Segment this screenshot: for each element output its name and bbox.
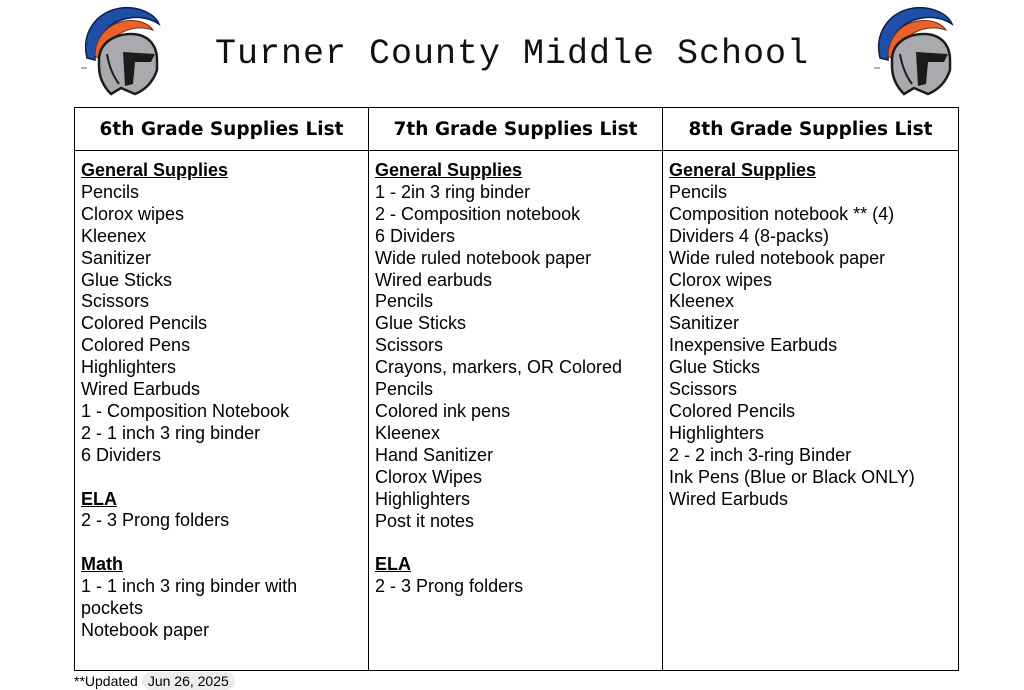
supply-item: 2 - 2 inch 3-ring Binder bbox=[669, 444, 852, 465]
section-general-supplies bbox=[669, 160, 952, 511]
section-heading: ELA bbox=[375, 554, 411, 575]
supply-item: Glue Sticks bbox=[669, 357, 761, 378]
section-heading: General Supplies bbox=[81, 160, 229, 180]
supply-item: Wired Earbuds bbox=[81, 379, 201, 400]
supply-item: Kleenex bbox=[375, 422, 441, 443]
column-cell-6th-grade bbox=[75, 151, 369, 671]
section-heading: ELA bbox=[81, 488, 117, 509]
supply-item: Wired earbuds bbox=[375, 269, 493, 290]
supply-item: Clorox wipes bbox=[669, 269, 773, 290]
supply-item: Composition notebook ** (4) bbox=[669, 203, 895, 224]
supply-item: Dividers 4 (8-packs) bbox=[669, 225, 830, 246]
supply-item: Highlighters bbox=[669, 422, 765, 443]
supply-item: Pencils bbox=[375, 291, 434, 312]
supply-item: Clorox wipes bbox=[81, 203, 185, 224]
supply-item: Ink Pens (Blue or Black ONLY) bbox=[669, 466, 915, 487]
supply-list bbox=[81, 510, 362, 532]
supply-item: Inexpensive Earbuds bbox=[669, 335, 838, 356]
supply-list bbox=[375, 576, 656, 598]
column-header-7th-grade: 7th Grade Supplies List bbox=[369, 108, 663, 151]
page-header bbox=[0, 0, 1024, 104]
supply-item: 2 - 3 Prong folders bbox=[375, 576, 524, 597]
supply-item: 6 Dividers bbox=[81, 444, 162, 465]
section-general-supplies bbox=[81, 160, 362, 467]
supply-list bbox=[81, 576, 362, 642]
supply-item: Wired Earbuds bbox=[669, 488, 789, 509]
supply-item: Wide ruled notebook paper bbox=[375, 247, 592, 268]
supply-item: Clorox Wipes bbox=[375, 466, 483, 487]
column-header-6th-grade: 6th Grade Supplies List bbox=[75, 108, 369, 151]
supply-item: Kleenex bbox=[669, 291, 735, 312]
supply-item: 1 - Composition Notebook bbox=[81, 400, 290, 421]
supply-item: Colored Pens bbox=[81, 335, 191, 356]
date-chip[interactable]: Jun 26, 2025 bbox=[142, 672, 235, 690]
supply-item: Scissors bbox=[81, 291, 150, 312]
supply-item: Sanitizer bbox=[81, 247, 152, 268]
supply-item: 2 - Composition notebook bbox=[375, 203, 581, 224]
supply-item: Highlighters bbox=[81, 357, 177, 378]
supply-item: Highlighters bbox=[375, 488, 471, 509]
column-header-8th-grade: 8th Grade Supplies List bbox=[663, 108, 959, 151]
section-math bbox=[81, 554, 362, 642]
spartan-helmet-icon bbox=[866, 4, 956, 98]
supply-item: Colored ink pens bbox=[375, 400, 511, 421]
section-general-supplies bbox=[375, 160, 656, 532]
supply-item: Hand Sanitizer bbox=[375, 444, 494, 465]
supply-item: Kleenex bbox=[81, 225, 147, 246]
section-heading: Math bbox=[81, 554, 123, 575]
footer-note bbox=[74, 672, 235, 690]
supply-item: Scissors bbox=[669, 379, 738, 400]
supply-list bbox=[81, 182, 362, 467]
supply-item: Crayons, markers, OR Colored Pencils bbox=[375, 357, 623, 400]
table-header-row bbox=[75, 108, 959, 151]
column-cell-7th-grade bbox=[369, 151, 663, 671]
supply-item: Glue Sticks bbox=[81, 269, 173, 290]
supply-item: 1 - 1 inch 3 ring binder with pockets bbox=[81, 576, 298, 619]
supply-item: Colored Pencils bbox=[669, 400, 796, 421]
supply-item: Post it notes bbox=[375, 510, 475, 531]
section-heading: General Supplies bbox=[375, 160, 523, 180]
supply-item: Scissors bbox=[375, 335, 444, 356]
supply-item: Notebook paper bbox=[81, 620, 210, 640]
supply-list bbox=[669, 182, 952, 511]
supply-item: Sanitizer bbox=[669, 313, 740, 334]
supply-item: 6 Dividers bbox=[375, 225, 456, 246]
section-ela bbox=[375, 554, 656, 598]
supply-item: 1 - 2in 3 ring binder bbox=[375, 181, 531, 202]
supply-item: Colored Pencils bbox=[81, 313, 208, 334]
supply-item: 2 - 3 Prong folders bbox=[81, 510, 230, 531]
supply-item: Pencils bbox=[81, 181, 140, 202]
page-title: Turner County Middle School bbox=[214, 34, 810, 74]
supply-list bbox=[375, 182, 656, 533]
supply-item: Wide ruled notebook paper bbox=[669, 247, 886, 268]
supplies-table bbox=[74, 107, 959, 671]
supply-item: Pencils bbox=[669, 181, 728, 202]
supply-item: 2 - 1 inch 3 ring binder bbox=[81, 422, 261, 443]
section-ela bbox=[81, 489, 362, 533]
supply-item: Glue Sticks bbox=[375, 313, 467, 334]
updated-label: **Updated bbox=[74, 673, 138, 689]
section-heading: General Supplies bbox=[669, 160, 817, 180]
column-cell-8th-grade bbox=[663, 151, 959, 671]
table-body-row bbox=[75, 151, 959, 671]
